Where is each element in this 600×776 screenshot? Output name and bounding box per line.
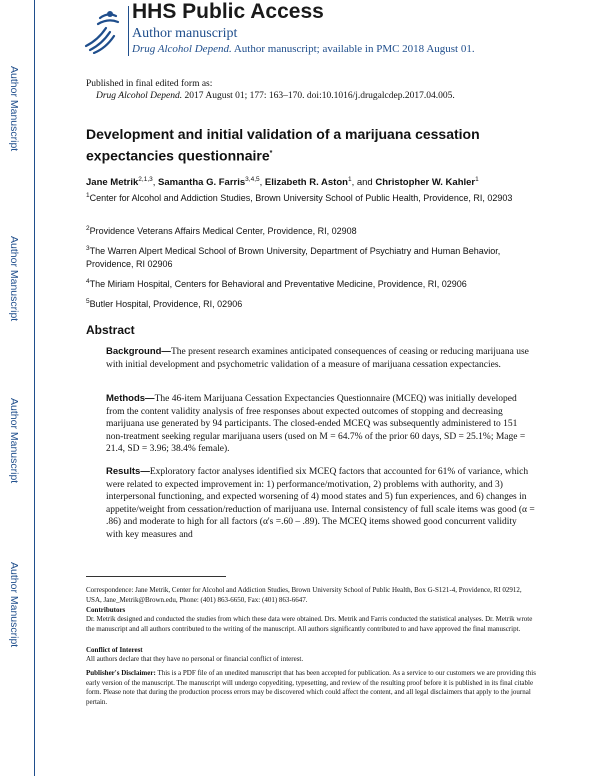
affiliation-sup: 4 xyxy=(86,278,90,285)
background-label: Background— xyxy=(106,346,171,357)
conflict-heading-text: Conflict of Interest xyxy=(86,646,143,654)
sidebar-label: Author Manuscript xyxy=(8,236,20,322)
affiliation xyxy=(86,223,546,238)
citation-line xyxy=(86,90,455,102)
availability-line xyxy=(132,43,475,55)
sidebar-label: Author Manuscript xyxy=(8,562,20,648)
author-separator: , xyxy=(259,177,265,189)
published-label: Published in final edited form as: xyxy=(86,79,213,89)
header-divider xyxy=(128,6,129,56)
author-list xyxy=(86,173,546,189)
affiliation-text: Butler Hospital, Providence, RI, 02906 xyxy=(89,299,243,309)
affiliation-sup: 2 xyxy=(86,225,90,232)
author-affiliation-sup: 2,1,3 xyxy=(138,176,153,183)
affiliation-text: The Miriam Hospital, Centers for Behavioral and Preventative Medicine, Providence, RI, 02906 xyxy=(89,279,467,289)
journal-name: Drug Alcohol Depend. xyxy=(132,43,232,55)
hhs-eagle-logo-icon xyxy=(80,6,122,54)
manuscript-subtitle: Author manuscript xyxy=(132,26,238,41)
contributors-note: Dr. Metrik designed and conducted the studies from which these data were obtained. Drs. Metrik and Farris conducted the statistical analyses. Dr. Metrik wrote the manuscript and all authors contributed to the writing of the manuscript. All authors significantly contributed to and have approved the final manuscript. xyxy=(86,615,533,633)
disclaimer-heading: Publisher's Disclaimer: xyxy=(86,669,156,677)
affiliation xyxy=(86,243,546,270)
citation-details: 2017 August 01; 177: 163–170. doi:10.1016/j.drugalcdep.2017.04.005. xyxy=(182,91,455,101)
affiliation xyxy=(86,276,546,291)
results-label: Results— xyxy=(106,466,150,477)
sidebar-label: Author Manuscript xyxy=(8,398,20,484)
affiliation-sup: 1 xyxy=(86,192,90,199)
conflict-note: All authors declare that they have no personal or financial conflict of interest. xyxy=(86,655,304,663)
title-footnote-mark: * xyxy=(269,150,273,157)
affiliation-sup: 3 xyxy=(86,245,90,252)
background-text: The present research examines anticipated consequences of ceasing or reducing marijuana use with initial development and psychometric validation of a measure of marijuana cessation expectancies. xyxy=(106,347,529,370)
abstract-heading: Abstract xyxy=(86,323,135,337)
footnote-rule xyxy=(86,576,226,577)
author-name: Christopher W. Kahler xyxy=(375,177,476,189)
article-title xyxy=(86,124,526,166)
hhs-title: HHS Public Access xyxy=(132,0,324,23)
abstract-methods xyxy=(106,393,536,456)
citation-journal: Drug Alcohol Depend. xyxy=(96,91,183,101)
sidebar-divider xyxy=(34,0,35,776)
author-manuscript-sidebar xyxy=(0,0,36,776)
publication-info xyxy=(86,78,455,102)
affiliation-sup: 5 xyxy=(86,298,90,305)
author-name: Jane Metrik xyxy=(86,177,139,189)
disclaimer-text: This is a PDF file of an unedited manuscript that has been accepted for publication. As a service to our customers we are providing this early version of the manuscript. The manuscript will undergo copyediting, typesetting, and review of the resulting proof before it is published in its final citable form. Please note that during the production process errors may be discovered which could affect the content, and all legal disclaimers that apply to the journal pertain. xyxy=(86,669,536,706)
author-separator: , xyxy=(152,177,159,189)
methods-label: Methods— xyxy=(106,393,155,404)
affiliation xyxy=(86,296,546,311)
results-text: Exploratory factor analyses identified six MCEQ factors that accounted for 61% of variance, which were related to expected improvement in: 1) performance/motivation, 2) problems with authority, and 3) interpersonal functioning, and expected worsening of 4) mood states and 5) fun experiences, and 6) changes in appetite/weight from cessation/reduction of marijuana use. Internal consistency of full scale items was good (α = .86) and moderate to high for all factors (α's =.60 – .89). The MCEQ items showed good concurrent validity with key measures and xyxy=(106,467,535,540)
abstract-background xyxy=(106,346,536,371)
author-affiliation-sup: 3,4,5 xyxy=(245,176,260,183)
author-affiliation-sup: 1 xyxy=(475,176,479,183)
author-separator: , and xyxy=(351,177,376,189)
correspondence-note: Correspondence: Jane Metrik, Center for Alcohol and Addiction Studies, Brown University School of Public Health, Box G-S121-4, Providence, RI 02912, USA, Jane_Metrik@Brown.edu, Phone: (401) 863-6650, Fax: (401) 863-6647. xyxy=(86,586,522,604)
author-name: Elizabeth R. Aston xyxy=(264,177,348,189)
affiliation-text: The Warren Alpert Medical School of Brown University, Department of Psychiatry and Human Behavior, Providence, RI 02906 xyxy=(86,246,501,269)
methods-text: The 46-item Marijuana Cessation Expectancies Questionnaire (MCEQ) was initially developed from the content validity analysis of free responses about expected outcomes of stopping and decreasing marijuana use generated by 94 participants. The closed-ended MCEQ was subsequently administered to 151 non-treatment seeking regular marijuana users (used on M = 64.7% of the prior 60 days, SD = 25.1%; Mage = 21.4, SD = 3.96; 38.4% female). xyxy=(106,394,526,454)
abstract-results xyxy=(106,466,536,541)
author-affiliation-sup: 1 xyxy=(347,176,352,183)
availability-text: Author manuscript; available in PMC 2018 August 01. xyxy=(231,43,475,55)
author-name: Samantha G. Farris xyxy=(158,177,246,189)
sidebar-label: Author Manuscript xyxy=(8,66,20,152)
affiliation-text: Providence Veterans Affairs Medical Center, Providence, RI, 02908 xyxy=(89,226,357,236)
hhs-header xyxy=(80,0,550,70)
affiliation-text: Center for Alcohol and Addiction Studies, Brown University School of Public Health, Providence, RI, 02903 xyxy=(89,193,513,203)
affiliation xyxy=(86,190,546,205)
publisher-disclaimer xyxy=(86,669,536,707)
article-title-text: Development and initial validation of a marijuana cessation expectancies questionnaire xyxy=(86,126,480,164)
contributors-heading-text: Contributors xyxy=(86,606,126,614)
